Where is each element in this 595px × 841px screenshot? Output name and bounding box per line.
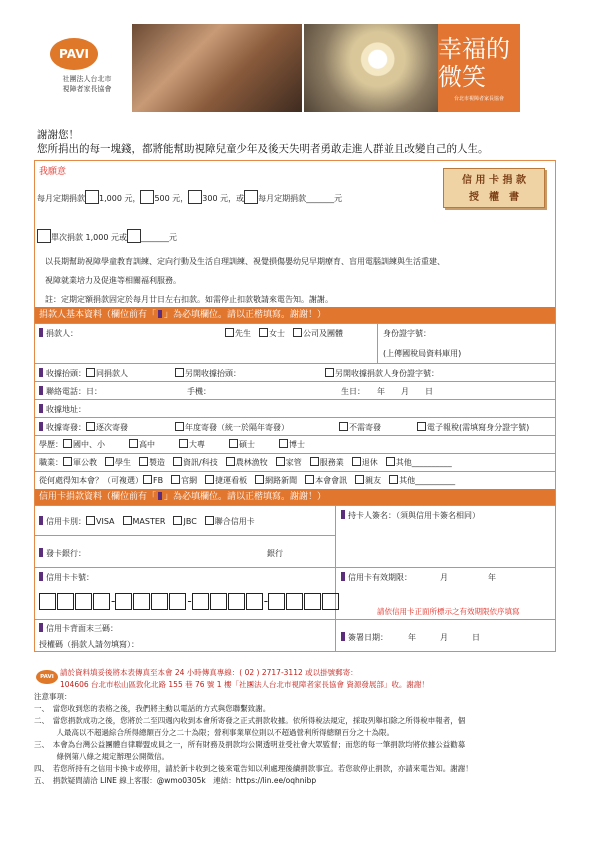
other-title-label: 另開收據抬頭： (185, 369, 241, 378)
mail-address (34, 679, 558, 691)
org-name-line2: 視障者家長協會 (62, 85, 112, 93)
monthly-prefix: 每月定期捐款 (37, 194, 85, 203)
edu-checkbox[interactable] (129, 439, 138, 448)
job-option: 軍公教 (73, 458, 97, 467)
wish-note: 註：定期定額捐款固定於每月廿日左右扣款。如需停止扣款敬請來電告知。謝謝。 (45, 295, 333, 304)
cvv-row (35, 619, 555, 652)
mail-e-checkbox[interactable] (417, 422, 426, 431)
job-checkbox[interactable] (139, 457, 148, 466)
auth-code-label: 授權碼（捐款人請勿填寫）： (39, 640, 139, 649)
donor-name-row (35, 323, 555, 364)
edu-option: 碩士 (239, 440, 255, 449)
edu-option: 高中 (139, 440, 155, 449)
source-checkbox[interactable] (143, 475, 152, 484)
mail-label (39, 422, 128, 433)
source-label: 從何處得知本會？（可複選） (39, 476, 143, 485)
thanks-line1: 謝謝您！ (37, 129, 79, 141)
required-marker (341, 510, 345, 519)
wish-desc2: 視障就業培力及促進等相關福利服務。 (45, 276, 181, 285)
edu-option: 國中、小 (73, 440, 105, 449)
mail-e-option (417, 422, 529, 433)
form-title-line1: 信 用 卡 捐 款 (462, 175, 526, 186)
mail-text: 收據寄發： (46, 423, 86, 432)
job-checkbox[interactable] (276, 457, 285, 466)
monthly-options (37, 190, 342, 204)
expiry-label (341, 572, 496, 583)
source-option: 本會會訊 (315, 476, 348, 485)
job-row (35, 453, 555, 472)
cvv-text: 信用卡背面末三碼： (46, 624, 118, 633)
fax-instruction (34, 667, 558, 679)
card-bar-text-b: 」為必填欄位。請以正楷填寫。謝謝！） (164, 492, 327, 502)
required-marker (158, 310, 162, 318)
brand-logo (438, 24, 520, 112)
mail-year-checkbox[interactable] (175, 422, 184, 431)
job-option: 製造 (149, 458, 165, 467)
divider (335, 506, 336, 568)
mail-no-option (339, 422, 381, 433)
monthly-300-checkbox[interactable] (188, 190, 202, 204)
card-number-text: 信用卡卡號： (46, 573, 94, 582)
mail-no-checkbox[interactable] (339, 422, 348, 431)
card-digit-box[interactable] (268, 593, 285, 610)
donor-section-bar (35, 307, 555, 323)
source-option: 官網 (181, 476, 198, 485)
source-row (35, 471, 555, 490)
edu-option: 博士 (289, 440, 305, 449)
edu-checkbox[interactable] (279, 439, 288, 448)
source-option: 親友 (365, 476, 382, 485)
source-checkbox[interactable] (205, 475, 214, 484)
source-checkbox[interactable] (305, 475, 314, 484)
wish-desc1: 以長期幫助視障學童教育訓練、定向行動及生活自理訓練、視覺損傷嬰幼兒早期療育、盲用電腦訓練與生活重建、 (45, 257, 445, 266)
card-type-row (35, 505, 555, 536)
birthday-year: 年 (377, 387, 385, 396)
source-options (39, 475, 455, 486)
donor-bar-text-a: 捐款人基本資料（欄位前有「 (39, 310, 157, 320)
sign-date-text: 簽署日期： (348, 633, 384, 642)
phone-text: 聯絡電話：日： (46, 387, 102, 396)
job-option: 資訊/科技 (183, 458, 218, 467)
note-2b: 人最高以不超過綜合所得總額百分之二十為限；營利事業單位則以不超過營利所得總額百分之十為限。 (34, 728, 394, 737)
required-marker (39, 548, 43, 557)
card-digit-box[interactable] (151, 593, 168, 610)
card-number-label (39, 572, 94, 583)
source-option: 捷運看板 (215, 476, 248, 485)
source-other-checkbox[interactable] (389, 475, 398, 484)
mail-each-checkbox[interactable] (86, 422, 95, 431)
card-digit-box[interactable] (75, 593, 92, 610)
phone-row (35, 381, 555, 400)
monthly-custom-label: 每月定期捐款_______元 (258, 194, 343, 203)
required-marker (158, 492, 162, 500)
birthday-day: 日 (425, 387, 433, 396)
mail-row (35, 417, 555, 436)
footer-notes (34, 667, 558, 787)
holder-signature-label (341, 510, 480, 521)
master-checkbox[interactable] (123, 516, 132, 525)
note-3b: 條例第八條之規定辦理公開徵信。 (34, 752, 169, 761)
note-1: 一、 當您收到您的表格之後，我們將主動以電話的方式與您聯繫致謝。 (34, 704, 271, 713)
company-label: 公司及團體 (303, 329, 343, 338)
card-bar-text-a: 信用卡捐款資料（欄位前有「 (39, 492, 157, 502)
divider (377, 324, 378, 364)
donor-name-text: 捐款人： (46, 329, 78, 338)
required-marker (39, 422, 43, 431)
visa-label: VISA (96, 517, 115, 526)
card-number-row (35, 567, 555, 620)
edu-checkbox[interactable] (179, 439, 188, 448)
cvv-label (39, 623, 118, 634)
visa-checkbox[interactable] (86, 516, 95, 525)
address-row (35, 399, 555, 418)
pavi-small-logo: PAVI (36, 670, 58, 684)
wish-title: 我願意 (39, 167, 67, 177)
union-card-label: 聯合信用卡 (214, 517, 255, 526)
source-checkbox[interactable] (255, 475, 264, 484)
address-label (39, 404, 86, 415)
job-other-checkbox[interactable] (386, 457, 395, 466)
required-marker (39, 368, 43, 377)
divider (335, 620, 336, 652)
monthly-500-label: 500 元， (154, 194, 189, 203)
brand-text: 幸福的微笑 (438, 34, 510, 91)
other-id-label: 另開收據捐款人身份證字號： (335, 369, 439, 378)
mail-year-label: 年度寄發（統一於隔年寄發） (185, 423, 289, 432)
card-digit-box[interactable] (133, 593, 150, 610)
other-title-option (175, 368, 241, 379)
job-checkbox[interactable] (352, 457, 361, 466)
id-note: (上傳國稅局資料庫用) (383, 349, 462, 358)
mail-e-label: 電子報稅(需填寫身分證字號) (427, 423, 530, 432)
single-1000-label: 單次捐款 1,000 元或 (51, 233, 127, 242)
job-option: 家管 (285, 458, 302, 467)
education-row (35, 435, 555, 454)
brand-sub: 台北市視障者家長協會 (453, 95, 504, 102)
card-digit-box[interactable] (322, 593, 339, 610)
job-checkbox[interactable] (226, 457, 235, 466)
other-id-option (325, 368, 439, 379)
single-1000-checkbox[interactable] (37, 229, 51, 243)
other-title-checkbox[interactable] (175, 368, 184, 377)
source-option: 網路新聞 (265, 476, 298, 485)
monthly-custom-checkbox[interactable] (244, 190, 258, 204)
card-digit-box[interactable] (115, 593, 132, 610)
job-options (39, 457, 452, 468)
job-option: 農林漁牧 (235, 458, 268, 467)
job-checkbox[interactable] (173, 457, 182, 466)
single-options (37, 229, 177, 243)
note-3a: 三、 本會為台灣公益團體自律聯盟成員之一，所有財務及捐款均公開透明並受社會大眾監督；而您的每一筆捐款均將依據公益勸募 (34, 740, 466, 749)
job-option: 學生 (115, 458, 131, 467)
card-type-label: 信用卡別： (46, 517, 86, 526)
card-digit-box[interactable] (304, 593, 321, 610)
card-digit-box[interactable] (286, 593, 303, 610)
card-digit-box[interactable] (192, 593, 209, 610)
card-digit-box[interactable] (246, 593, 263, 610)
required-marker (39, 404, 43, 413)
master-label: MASTER (132, 517, 166, 526)
required-marker (341, 632, 345, 641)
bank-suffix: 銀行 (267, 549, 283, 558)
form-title-line2: 授 權 書 (469, 192, 519, 203)
thanks-line2: 您所捐出的每一塊錢，都將能幫助視障兒童少年及後天失明者勇敢走進人群並且改變自己的人生。 (37, 143, 489, 155)
mail-address-text: 104606 台北市松山區敦化北路 155 巷 76 號 1 樓「社團法人台北市視障者家長協會 資源發展部」收。謝謝！ (60, 680, 429, 689)
mobile-label: 手機： (187, 387, 211, 396)
expiry-year: 年 (488, 573, 496, 582)
donation-form (34, 160, 556, 652)
job-checkbox[interactable] (310, 457, 319, 466)
donor-bar-text-b: 」為必填欄位。請以正楷填寫。謝謝！） (164, 310, 327, 320)
union-card-checkbox[interactable] (205, 516, 214, 525)
flowers-photo (304, 24, 438, 112)
same-as-donor-label: 同捐款人 (96, 369, 128, 378)
receipt-title-row (35, 363, 555, 382)
jbc-label: JBC (183, 517, 197, 526)
birthday-text: 生日： (341, 387, 361, 396)
single-custom-label: _______元 (141, 233, 177, 242)
mr-label: 先生 (235, 329, 251, 338)
bank-label (39, 548, 86, 559)
card-digit-box[interactable] (210, 593, 227, 610)
job-other-label: 其他__________ (395, 458, 452, 467)
company-checkbox[interactable] (293, 328, 302, 337)
edu-checkbox[interactable] (63, 439, 72, 448)
hands-photo (132, 24, 302, 112)
org-name-line1: 社團法人台北市 (62, 75, 112, 83)
note-2a: 二、 當您捐款成功之後，您將於二至四週內收到本會所寄發之正式捐款收據。依所得稅法規定，採取列舉扣除之所得稅申報者，個 (34, 716, 466, 725)
job-option: 服務業 (319, 458, 344, 467)
bank-row (35, 535, 335, 568)
required-marker (341, 572, 345, 581)
sign-day: 日 (472, 633, 480, 642)
card-digit-box[interactable] (93, 593, 110, 610)
jbc-checkbox[interactable] (173, 516, 182, 525)
single-custom-checkbox[interactable] (127, 229, 141, 243)
source-other-label: 其他__________ (399, 476, 456, 485)
pavi-logo (36, 38, 132, 110)
source-option: FB (153, 476, 164, 485)
bank-text: 發卡銀行： (46, 549, 86, 558)
monthly-300-label: 300 元，或 (202, 194, 245, 203)
monthly-1000-checkbox[interactable] (85, 190, 99, 204)
card-digit-box[interactable] (228, 593, 245, 610)
other-id-checkbox[interactable] (325, 368, 334, 377)
required-marker (39, 572, 43, 581)
mail-year-option (175, 422, 289, 433)
card-number-boxes: - - - (39, 593, 340, 610)
note-5: 五、 捐款疑問請洽 LINE 線上客服：@wmo0305k 連結：https://lin.ee/oqhnibp (34, 776, 317, 785)
source-checkbox[interactable] (355, 475, 364, 484)
monthly-1000-label: 1,000 元， (99, 194, 141, 203)
ms-checkbox[interactable] (259, 328, 268, 337)
same-as-donor-checkbox[interactable] (86, 368, 95, 377)
monthly-500-checkbox[interactable] (140, 190, 154, 204)
education-label: 學歷： (39, 440, 63, 449)
education-options (39, 439, 305, 450)
source-checkbox[interactable] (171, 475, 180, 484)
birthday-month: 月 (401, 387, 409, 396)
address-text: 收據地址： (46, 405, 86, 414)
org-name (42, 74, 132, 94)
fax-text: 請於資料填妥後將本表傳真至本會 24 小時傳真專線：( 02 ) 2717-3112 或以掛號郵寄： (60, 668, 358, 677)
edu-checkbox[interactable] (229, 439, 238, 448)
card-digit-box[interactable] (39, 593, 56, 610)
card-digit-box[interactable] (169, 593, 186, 610)
phone-label (39, 386, 102, 397)
donor-name-label (39, 328, 78, 339)
required-marker (39, 516, 43, 525)
holder-signature-text: 持卡人簽名：（須與信用卡簽名相同） (348, 511, 480, 520)
job-label: 職業： (39, 458, 63, 467)
pavi-logo-mark: PAVI (50, 38, 98, 70)
card-type-options (39, 516, 255, 527)
receipt-title-text: 收據抬頭： (46, 369, 86, 378)
notes-title: 注意事項： (34, 692, 72, 701)
form-title-stamp (443, 168, 545, 208)
card-section-bar (35, 489, 555, 505)
birthday-label (341, 386, 433, 397)
required-marker (39, 328, 43, 337)
sign-year: 年 (408, 633, 416, 642)
sign-date-label (341, 632, 480, 643)
mail-each-label: 逐次寄發 (96, 423, 128, 432)
sign-month: 月 (440, 633, 448, 642)
job-checkbox[interactable] (63, 457, 72, 466)
note-4: 四、 若您所持有之信用卡換卡或停用，請於新卡收到之後來電告知以利處理後續捐款事宜。若您欲停止捐款，亦請來電告知。謝謝！ (34, 764, 473, 773)
required-marker (39, 386, 43, 395)
job-option: 退休 (361, 458, 378, 467)
edu-option: 大專 (189, 440, 205, 449)
mr-checkbox[interactable] (225, 328, 234, 337)
ms-label: 女士 (269, 329, 285, 338)
title-options (225, 328, 343, 339)
job-checkbox[interactable] (105, 457, 114, 466)
id-label: 身份證字號： (383, 329, 431, 338)
mail-no-label: 不需寄發 (349, 423, 381, 432)
expiry-text: 信用卡有效期限： (348, 573, 408, 582)
receipt-title-label (39, 368, 128, 379)
card-digit-box[interactable] (57, 593, 74, 610)
thanks-message (37, 128, 489, 156)
required-marker (39, 623, 43, 632)
expiry-month: 月 (440, 573, 448, 582)
expiry-note: 請依信用卡正面所標示之有效期限依序填寫 (377, 607, 520, 616)
